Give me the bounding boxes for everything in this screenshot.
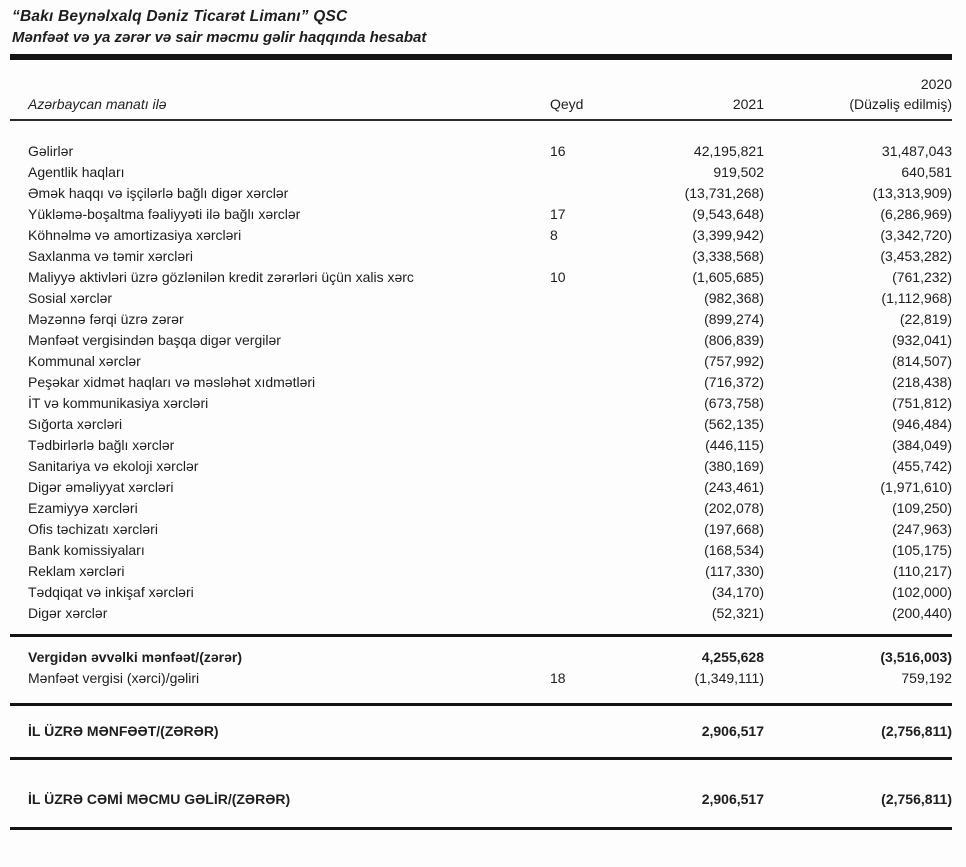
row-note: 18 <box>550 670 566 686</box>
row-label: Reklam xərcləri <box>28 563 125 579</box>
table-row <box>10 309 952 330</box>
row-label: Sanitariya və ekoloji xərclər <box>28 458 199 474</box>
row-2020: (6,286,969) <box>880 206 952 222</box>
section-divider-pretax <box>10 634 952 637</box>
row-2020: (455,742) <box>892 458 952 474</box>
row-2021: (52,321) <box>711 605 764 621</box>
table-row <box>10 183 952 204</box>
row-label: Digər əməliyyat xərcləri <box>28 479 174 495</box>
header-divider <box>10 54 952 60</box>
row-2021: (202,078) <box>704 500 764 516</box>
row-2021: (716,372) <box>704 374 764 390</box>
column-header-2021: 2021 <box>732 96 764 112</box>
total-comprehensive-income-row <box>10 789 952 810</box>
row-label: Digər xərclər <box>28 605 108 621</box>
row-2020: (13,313,909) <box>872 185 952 201</box>
row-label: Əmək haqqı və işçilərlə bağlı digər xərclər <box>28 185 289 201</box>
table-row <box>10 603 952 624</box>
row-label: Tədbirlərlə bağlı xərclər <box>28 437 175 453</box>
row-note: 17 <box>550 206 566 222</box>
table-row <box>10 582 952 603</box>
row-label: Peşəkar xidmət haqları və məsləhət xıdmətləri <box>28 374 316 390</box>
row-label: Maliyyə aktivləri üzrə gözlənilən kredit zərərləri üçün xalis xərc <box>28 269 414 285</box>
table-row <box>10 162 952 183</box>
row-label: Sosial xərclər <box>28 290 113 306</box>
row-label: İL ÜZRƏ MƏNFƏƏT/(ZƏRƏR) <box>28 723 219 739</box>
row-2021: (9,543,648) <box>692 206 764 222</box>
row-2021: (982,368) <box>704 290 764 306</box>
row-2020: (946,484) <box>892 416 952 432</box>
row-2021: (446,115) <box>705 437 764 453</box>
section-divider-profit <box>10 703 952 706</box>
table-row <box>10 372 952 393</box>
row-label: Ezamiyyə xərcləri <box>28 500 138 516</box>
table-row <box>10 561 952 582</box>
report-title: “Bakı Beynəlxalq Dəniz Ticarət Limanı” QSC <box>12 8 348 25</box>
section-divider-comprehensive <box>10 757 952 760</box>
row-2020: (1,112,968) <box>881 290 952 306</box>
pretax-section <box>10 647 952 689</box>
row-2021: 42,195,821 <box>693 143 764 159</box>
row-2020: (751,812) <box>892 395 952 411</box>
pretax-profit-row <box>10 647 952 668</box>
profit-section <box>10 721 952 742</box>
table-row <box>10 540 952 561</box>
table-row <box>10 246 952 267</box>
row-label: Sığorta xərcləri <box>28 416 123 432</box>
row-2021: (197,668) <box>704 521 764 537</box>
table-row <box>10 393 952 414</box>
row-2020: (3,516,003) <box>880 649 952 665</box>
row-2020: (2,756,811) <box>881 723 952 739</box>
table-row <box>10 204 952 225</box>
table-row <box>10 414 952 435</box>
table-row <box>10 288 952 309</box>
table-body <box>10 141 952 624</box>
table-row <box>10 498 952 519</box>
row-2020: (932,041) <box>892 332 952 348</box>
row-label: Vergidən əvvəlki mənfəət/(zərər) <box>28 649 242 665</box>
row-2020: (814,507) <box>892 353 952 369</box>
row-2021: (13,731,268) <box>684 185 764 201</box>
report-subtitle: Mənfəət və ya zərər və sair məcmu gəlir haqqında hesabat <box>12 29 427 46</box>
bottom-divider <box>10 827 952 830</box>
row-2021: (1,349,111) <box>694 670 764 686</box>
row-2021: 2,906,517 <box>701 723 764 739</box>
table-row <box>10 477 952 498</box>
table-row <box>10 225 952 246</box>
row-label: Mənfəət vergisi (xərci)/gəliri <box>28 670 200 686</box>
row-label: Bank komissiyaları <box>28 542 145 558</box>
row-2020: 759,192 <box>901 670 952 686</box>
row-note: 8 <box>550 227 558 243</box>
row-note: 10 <box>550 269 566 285</box>
row-2021: 2,906,517 <box>701 791 764 807</box>
row-2020: (102,000) <box>892 584 952 600</box>
row-2021: (673,758) <box>704 395 764 411</box>
row-2021: 919,502 <box>713 164 764 180</box>
row-2021: (3,399,942) <box>692 227 764 243</box>
row-2021: (168,534) <box>704 542 764 558</box>
row-label: Yükləmə-boşaltma fəaliyyəti ilə bağlı xərclər <box>28 206 301 222</box>
row-2021: (34,170) <box>711 584 764 600</box>
column-header-divider <box>10 119 952 121</box>
comprehensive-section <box>10 789 952 810</box>
row-label: Məzənnə fərqi üzrə zərər <box>28 311 184 327</box>
row-label: Agentlik haqları <box>28 164 125 180</box>
row-2021: (899,274) <box>704 311 764 327</box>
row-2020: (761,232) <box>892 269 952 285</box>
row-2020: (200,440) <box>892 605 952 621</box>
row-2020: 31,487,043 <box>881 143 952 159</box>
table-row <box>10 330 952 351</box>
row-2020: (247,963) <box>892 521 952 537</box>
row-2021: (117,330) <box>705 563 764 579</box>
row-2020: (384,049) <box>892 437 952 453</box>
row-2021: (3,338,568) <box>692 248 764 264</box>
income-tax-row <box>10 668 952 689</box>
row-2021: 4,255,628 <box>701 649 764 665</box>
row-2021: (806,839) <box>704 332 764 348</box>
column-header-2020-year: 2020 <box>920 76 952 92</box>
column-header-note: Qeyd <box>550 96 584 112</box>
row-2021: (757,992) <box>704 353 764 369</box>
row-label: Ofis təchizatı xərcləri <box>28 521 158 537</box>
row-2021: (562,135) <box>704 416 764 432</box>
table-row <box>10 351 952 372</box>
row-2020: (110,217) <box>893 563 952 579</box>
row-2021: (1,605,685) <box>692 269 764 285</box>
row-label: Saxlanma və təmir xərcləri <box>28 248 193 264</box>
row-2020: (3,342,720) <box>880 227 952 243</box>
row-2021: (380,169) <box>704 458 764 474</box>
row-2021: (243,461) <box>704 479 764 495</box>
row-label: Mənfəət vergisindən başqa digər vergilər <box>28 332 281 348</box>
column-header-row <box>10 94 952 115</box>
year-2020-label-row <box>10 76 952 93</box>
row-2020: (22,819) <box>899 311 952 327</box>
table-row <box>10 267 952 288</box>
row-2020: (105,175) <box>892 542 952 558</box>
row-2020: (218,438) <box>892 374 952 390</box>
row-2020: (1,971,610) <box>880 479 952 495</box>
row-note: 16 <box>550 143 566 159</box>
table-row <box>10 519 952 540</box>
row-label: İL ÜZRƏ CƏMİ MƏCMU GƏLİR/(ZƏRƏR) <box>28 791 291 807</box>
table-row <box>10 456 952 477</box>
profit-for-year-row <box>10 721 952 742</box>
row-2020: (2,756,811) <box>881 791 952 807</box>
row-2020: (3,453,282) <box>880 248 952 264</box>
row-label: Kommunal xərclər <box>28 353 141 369</box>
row-label: İT və kommunikasiya xərcləri <box>28 395 209 411</box>
row-label: Tədqiqat və inkişaf xərcləri <box>28 584 194 600</box>
table-row <box>10 141 952 162</box>
table-row <box>10 435 952 456</box>
row-label: Gəlirlər <box>28 143 74 159</box>
row-2020: 640,581 <box>901 164 952 180</box>
row-2020: (109,250) <box>892 500 952 516</box>
column-header-currency: Azərbaycan manatı ilə <box>28 96 167 112</box>
row-label: Köhnəlmə və amortizasiya xərcləri <box>28 227 242 243</box>
column-header-2020-restated: (Düzəliş edilmiş) <box>849 96 952 112</box>
